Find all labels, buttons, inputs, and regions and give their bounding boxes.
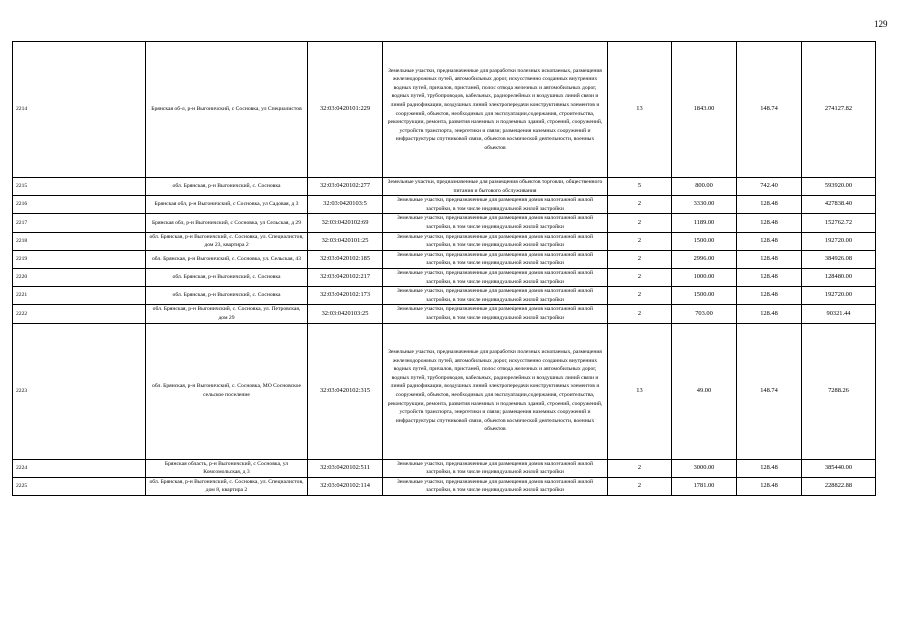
- cadastral-value-cell: 427838.40: [802, 196, 876, 214]
- row-number-cell: 2220: [13, 268, 146, 286]
- land-use-purpose-cell: Земельные участки, предназначенные для размещения домов малоэтажной жилой застройки, в том числе индивидуальной жилой застройки: [383, 477, 608, 495]
- specific-cadastral-value-cell: 128.48: [737, 459, 802, 477]
- table-row: [13, 178, 876, 196]
- land-use-purpose-cell: Земельные участки, предназначенные для размещения домов малоэтажной жилой застройки, в том числе индивидуальной жилой застройки: [383, 305, 608, 323]
- row-number-cell: 2219: [13, 250, 146, 268]
- cadastral-number-cell: 32:03:0420102:69: [308, 214, 383, 232]
- row-number-cell: 2217: [13, 214, 146, 232]
- area-cell: 703.00: [672, 305, 737, 323]
- table-row: [13, 477, 876, 495]
- area-cell: 1189.00: [672, 214, 737, 232]
- address-cell: обл. Брянская, р-н Выгоничский, с. Сосновка: [146, 268, 308, 286]
- cadastral-value-cell: 384926.08: [802, 250, 876, 268]
- area-cell: 49.00: [672, 323, 737, 459]
- area-cell: 1000.00: [672, 268, 737, 286]
- address-cell: Брянская обл, р-н Выгоничский, с Сосновка, ул Садовая, д 3: [146, 196, 308, 214]
- land-use-purpose-cell: Земельные участки, предназначенные для размещения домов малоэтажной жилой застройки, в том числе индивидуальной жилой застройки: [383, 250, 608, 268]
- table-row: [13, 214, 876, 232]
- specific-cadastral-value-cell: 128.48: [737, 250, 802, 268]
- table-row: [13, 305, 876, 323]
- cadastral-value-cell: 192720.00: [802, 232, 876, 250]
- address-cell: Брянская об-л, р-н Выгоничский, с Сосновка, ул Специалистов: [146, 42, 308, 178]
- cadastral-number-cell: 32:03:0420102:114: [308, 477, 383, 495]
- area-cell: 1781.00: [672, 477, 737, 495]
- land-registry-table: [12, 41, 876, 496]
- land-use-purpose-cell: Земельные участки, предназначенные для размещения домов малоэтажной жилой застройки, в том числе индивидуальной жилой застройки: [383, 459, 608, 477]
- row-number-cell: 2225: [13, 477, 146, 495]
- cadastral-number-cell: 32:03:0420102:217: [308, 268, 383, 286]
- land-use-purpose-cell: Земельные участки, предназначенные для разработки полезных ископаемых, размещения железнодорожных путей, автомобильных дорог, искусственно созданных внутренних водных путей, причалов, пристаней, полос отвода железных и автомобильных дорог, водных путей, трубопроводов, кабельных, радиорелейных и воздушных линий связи и линий радиофикации, воздушных линий электропередачи конструктивных элементов и сооружений, объектов, необходимых для эксплуатации,содержания, строительства, реконструкции, ремонта, развития наземных и подземных зданий, строений, сооружений, устройств транспорта, энергетики и связи; размещения наземных сооружений и инфраструктуры спутниковой связи, объектов космической деятельности, военных объектов: [383, 323, 608, 459]
- specific-cadastral-value-cell: 148.74: [737, 42, 802, 178]
- use-group-code-cell: 5: [608, 178, 672, 196]
- use-group-code-cell: 2: [608, 250, 672, 268]
- page-number: 129: [874, 19, 888, 29]
- cadastral-value-cell: 228822.88: [802, 477, 876, 495]
- table-row: [13, 196, 876, 214]
- row-number-cell: 2214: [13, 42, 146, 178]
- use-group-code-cell: 13: [608, 42, 672, 178]
- table-row: [13, 287, 876, 305]
- table-body: [13, 42, 876, 496]
- address-cell: обл. Брянская, р-н Выгоничский, с. Сосновка, ул. Специалистов, дом 23, квартира 2: [146, 232, 308, 250]
- cadastral-value-cell: 152762.72: [802, 214, 876, 232]
- specific-cadastral-value-cell: 128.48: [737, 287, 802, 305]
- area-cell: 1500.00: [672, 232, 737, 250]
- specific-cadastral-value-cell: 128.48: [737, 214, 802, 232]
- cadastral-value-cell: 274127.82: [802, 42, 876, 178]
- land-use-purpose-cell: Земельные участки, предназначенные для размещения объектов торговли, общественного питания и бытового обслуживания: [383, 178, 608, 196]
- use-group-code-cell: 2: [608, 268, 672, 286]
- address-cell: обл. Брянская, р-н Выгоничский, с. Сосновка, МО Сосновское сельское поселение: [146, 323, 308, 459]
- cadastral-number-cell: 32:03:0420102:511: [308, 459, 383, 477]
- table-row: [13, 232, 876, 250]
- area-cell: 1843.00: [672, 42, 737, 178]
- use-group-code-cell: 2: [608, 196, 672, 214]
- specific-cadastral-value-cell: 148.74: [737, 323, 802, 459]
- cadastral-value-cell: 90321.44: [802, 305, 876, 323]
- address-cell: обл. Брянская, р-н Выгоничский, с. Сосновка, ул. Петровская, дом 29: [146, 305, 308, 323]
- land-use-purpose-cell: Земельные участки, предназначенные для разработки полезных ископаемых, размещения железнодорожных путей, автомобильных дорог, искусственно созданных внутренних водных путей, причалов, пристаней, полос отвода железных и автомобильных дорог, водных путей, трубопроводов, кабельных, радиорелейных и воздушных линий связи и линий радиофикации, воздушных линий электропередачи конструктивных элементов и сооружений, объектов, необходимых для эксплуатации,содержания, строительства, реконструкции, ремонта, развития наземных и подземных зданий, строений, сооружений, устройств транспорта, энергетики и связи; размещения наземных сооружений и инфраструктуры спутниковой связи, объектов космической деятельности, военных объектов: [383, 42, 608, 178]
- row-number-cell: 2224: [13, 459, 146, 477]
- use-group-code-cell: 2: [608, 287, 672, 305]
- use-group-code-cell: 13: [608, 323, 672, 459]
- specific-cadastral-value-cell: 128.48: [737, 232, 802, 250]
- row-number-cell: 2221: [13, 287, 146, 305]
- use-group-code-cell: 2: [608, 214, 672, 232]
- area-cell: 1500.00: [672, 287, 737, 305]
- cadastral-number-cell: 32:03:0420101:25: [308, 232, 383, 250]
- cadastral-number-cell: 32:03:0420102:315: [308, 323, 383, 459]
- land-use-purpose-cell: Земельные участки, предназначенные для размещения домов малоэтажной жилой застройки, в том числе индивидуальной жилой застройки: [383, 196, 608, 214]
- land-use-purpose-cell: Земельные участки, предназначенные для размещения домов малоэтажной жилой застройки, в том числе индивидуальной жилой застройки: [383, 268, 608, 286]
- cadastral-value-cell: 128480.00: [802, 268, 876, 286]
- table-row: [13, 42, 876, 178]
- cadastral-value-cell: 192720.00: [802, 287, 876, 305]
- cadastral-number-cell: 32:03:0420103:5: [308, 196, 383, 214]
- cadastral-number-cell: 32:03:0420102:185: [308, 250, 383, 268]
- row-number-cell: 2218: [13, 232, 146, 250]
- row-number-cell: 2223: [13, 323, 146, 459]
- table-row: [13, 250, 876, 268]
- use-group-code-cell: 2: [608, 459, 672, 477]
- row-number-cell: 2222: [13, 305, 146, 323]
- address-cell: Брянская область, р-н Выгоничский, с Сосновка, ул Комсомольская, д 3: [146, 459, 308, 477]
- cadastral-value-cell: 593920.00: [802, 178, 876, 196]
- land-use-purpose-cell: Земельные участки, предназначенные для размещения домов малоэтажной жилой застройки, в том числе индивидуальной жилой застройки: [383, 232, 608, 250]
- address-cell: обл. Брянская, р-н Выгоничский, с. Сосновка, ул. Специалистов, дом 8, квартира 2: [146, 477, 308, 495]
- cadastral-value-cell: 385440.00: [802, 459, 876, 477]
- use-group-code-cell: 2: [608, 305, 672, 323]
- land-use-purpose-cell: Земельные участки, предназначенные для размещения домов малоэтажной жилой застройки, в том числе индивидуальной жилой застройки: [383, 287, 608, 305]
- specific-cadastral-value-cell: 128.48: [737, 305, 802, 323]
- row-number-cell: 2215: [13, 178, 146, 196]
- specific-cadastral-value-cell: 742.40: [737, 178, 802, 196]
- specific-cadastral-value-cell: 128.48: [737, 268, 802, 286]
- address-cell: обл. Брянская, р-н Выгоничский, с. Сосновка, ул. Сельская, 43: [146, 250, 308, 268]
- cadastral-number-cell: 32:03:0420101:229: [308, 42, 383, 178]
- use-group-code-cell: 2: [608, 232, 672, 250]
- area-cell: 3000.00: [672, 459, 737, 477]
- address-cell: обл. Брянская, р-н Выгоничский, с. Сосновка: [146, 178, 308, 196]
- land-use-purpose-cell: Земельные участки, предназначенные для размещения домов малоэтажной жилой застройки, в том числе индивидуальной жилой застройки: [383, 214, 608, 232]
- area-cell: 2996.00: [672, 250, 737, 268]
- specific-cadastral-value-cell: 128.48: [737, 196, 802, 214]
- cadastral-number-cell: 32:03:0420102:173: [308, 287, 383, 305]
- use-group-code-cell: 2: [608, 477, 672, 495]
- specific-cadastral-value-cell: 128.48: [737, 477, 802, 495]
- address-cell: обл. Брянская, р-н Выгоничский, с. Сосновка: [146, 287, 308, 305]
- area-cell: 3330.00: [672, 196, 737, 214]
- table-row: [13, 323, 876, 459]
- cadastral-number-cell: 32:03:0420102:277: [308, 178, 383, 196]
- cadastral-number-cell: 32:03:0420103:25: [308, 305, 383, 323]
- cadastral-value-cell: 7288.26: [802, 323, 876, 459]
- address-cell: Брянская обл, р-н Выгоничский, с Сосновка, ул Сельская, д 29: [146, 214, 308, 232]
- table-row: [13, 268, 876, 286]
- area-cell: 800.00: [672, 178, 737, 196]
- row-number-cell: 2216: [13, 196, 146, 214]
- table-row: [13, 459, 876, 477]
